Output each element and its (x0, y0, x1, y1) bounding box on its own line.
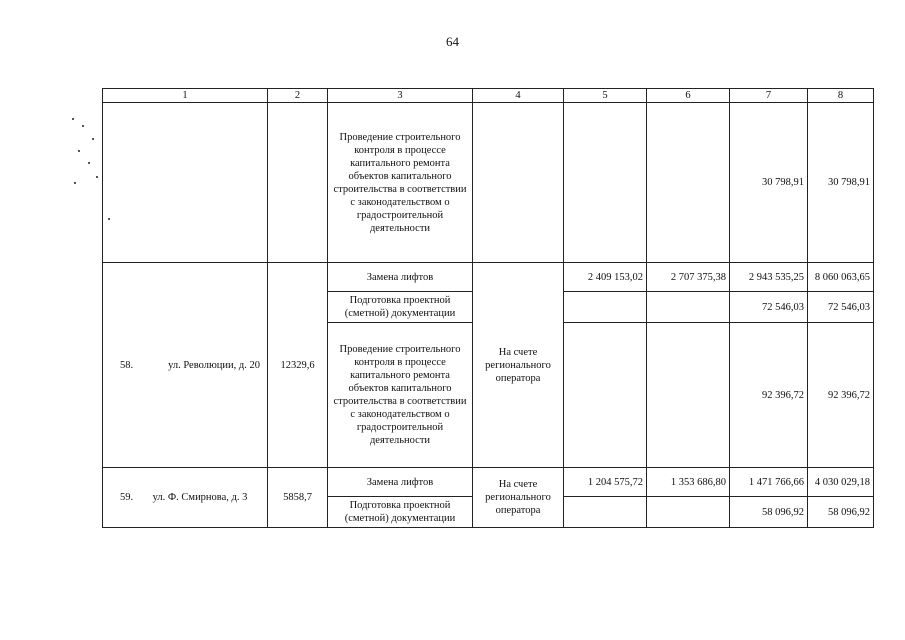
amount-col5 (564, 292, 647, 323)
works-table (102, 88, 874, 528)
scan-speck (96, 176, 98, 178)
scan-speck (92, 138, 94, 140)
amount-col8: 72 546,03 (808, 292, 874, 323)
amount-col7: 58 096,92 (730, 497, 808, 528)
amount-col5 (564, 497, 647, 528)
header-cell: 2 (268, 89, 328, 103)
scan-speck (82, 125, 84, 127)
amount-col7: 72 546,03 (730, 292, 808, 323)
table-row (103, 468, 874, 497)
table-row (103, 263, 874, 292)
amount-col6 (647, 323, 730, 468)
header-cell: 8 (808, 89, 874, 103)
header-cell: 3 (328, 89, 473, 103)
amount-col8: 30 798,91 (808, 103, 874, 263)
address-cell (103, 263, 268, 468)
scan-speck (78, 150, 80, 152)
amount-col7: 92 396,72 (730, 323, 808, 468)
address-cell (103, 468, 268, 528)
amount-col6: 2 707 375,38 (647, 263, 730, 292)
empty-cell (473, 103, 564, 263)
amount-col7: 1 471 766,66 (730, 468, 808, 497)
work-description: Замена лифтов (328, 468, 473, 497)
account-cell: На счете регионального оператора (473, 263, 564, 468)
empty-cell (647, 103, 730, 263)
page-number: 64 (446, 34, 459, 49)
empty-cell (103, 103, 268, 263)
header-cell: 7 (730, 89, 808, 103)
scan-speck (108, 218, 110, 220)
header-cell: 6 (647, 89, 730, 103)
amount-col5: 2 409 153,02 (564, 263, 647, 292)
table-row (103, 103, 874, 263)
empty-cell (268, 103, 328, 263)
amount-col8: 58 096,92 (808, 497, 874, 528)
scan-speck (74, 182, 76, 184)
amount-col7: 2 943 535,25 (730, 263, 808, 292)
scan-speck (72, 118, 74, 120)
amount-col5 (564, 323, 647, 468)
row-number: 59. (120, 492, 134, 503)
header-cell: 5 (564, 89, 647, 103)
amount-col8: 8 060 063,65 (808, 263, 874, 292)
amount-col6 (647, 292, 730, 323)
header-row (103, 89, 874, 103)
header-cell: 1 (103, 89, 268, 103)
work-description: Подготовка проектной (сметной) документации (328, 292, 473, 323)
account-cell: На счете регионального оператора (473, 468, 564, 528)
work-description: Замена лифтов (328, 263, 473, 292)
amount-col6: 1 353 686,80 (647, 468, 730, 497)
amount-col7: 30 798,91 (730, 103, 808, 263)
work-description: Подготовка проектной (сметной) документации (328, 497, 473, 528)
work-description: Проведение строительного контроля в процессе капитального ремонта объектов капитального строительства в соответствии с законодательством о градостроительной деятельности (328, 323, 473, 468)
empty-cell (564, 103, 647, 263)
amount-col5: 1 204 575,72 (564, 468, 647, 497)
area-cell: 5858,7 (268, 468, 328, 528)
address: ул. Революции, д. 20 (168, 359, 260, 371)
amount-col6 (647, 497, 730, 528)
area-cell: 12329,6 (268, 263, 328, 468)
scan-speck (88, 162, 90, 164)
work-description: Проведение строительного контроля в процессе капитального ремонта объектов капитального строительства в соответствии с законодательством о градостроительной деятельности (328, 103, 473, 263)
amount-col8: 92 396,72 (808, 323, 874, 468)
header-cell: 4 (473, 89, 564, 103)
amount-col8: 4 030 029,18 (808, 468, 874, 497)
row-number: 58. (120, 359, 134, 371)
address: ул. Ф. Смирнова, д. 3 (152, 492, 248, 503)
